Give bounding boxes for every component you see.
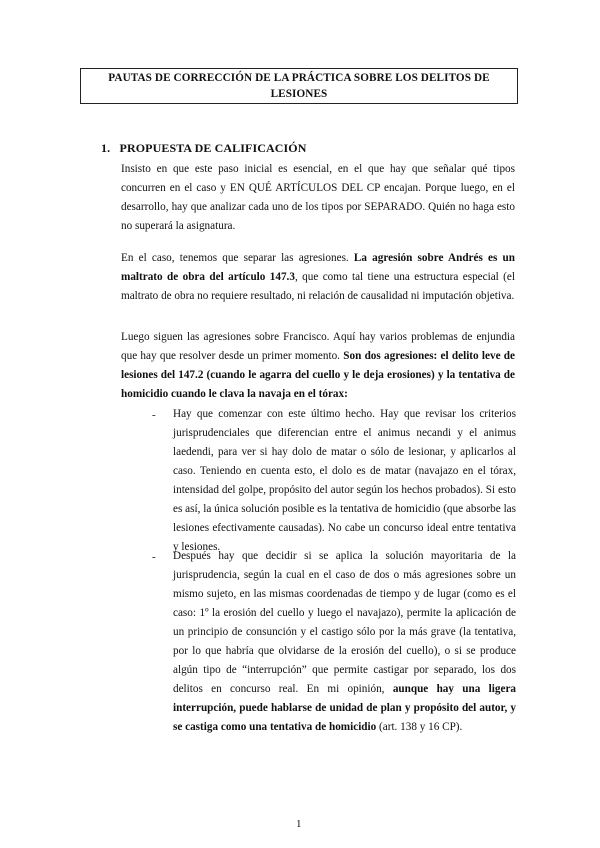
paragraph-andres-text-c: , que como tal tiene una estructura especial (el maltrato de obra no requiere resultado, ni relación de causalidad ni imputación objetiva.: [121, 271, 515, 302]
bullet-item-2-text-a: Después hay que decidir si se aplica la solución mayoritaria de la jurisprudencia, según la cual en el caso de dos o más agresiones sobre un mismo sujeto, en las mismas coordenadas de tiempo y de lugar (como es el caso: 1º la erosión del cuello y luego el navajazo), permite la aplicación de un principio de consunción y el castigo sólo por la más grave (la tentativa, por lo que habría que olvidarse de la erosión del cuello), o si se produce algún tipo de “interrupción” que permite castigar por separado, los dos delitos en concurso real. En mi opinión,: [173, 550, 516, 695]
page-number: 1: [296, 818, 302, 830]
bullet-item-2-bold: aunque hay una ligera interrupción, puede hablarse de unidad de plan y propósito del autor, y se castiga como una tentativa de homicidio: [173, 683, 517, 733]
paragraph-francisco-bold: Son dos agresiones: el delito leve de lesiones del 147.2 (cuando le agarra del cuello y le deja erosiones) y la tentativa de homicidio cuando le clava la navaja en el tórax:: [121, 350, 515, 400]
bullet-item-1: Hay que comenzar con este último hecho. Hay que revisar los criterios jurisprudenciales que diferencian entre el animus necandi y el animus laedendi, para ver si hay dolo de matar o sólo de lesionar, y aplicarlos al caso. Teniendo en cuenta esto, el dolo es de matar (navajazo en el tórax, intensidad del golpe, propósito del autor según los hechos probados). Si esto es así, la única solución posible es la tentativa de homicidio (que absorbe las lesiones efectivamente causadas). No cabe un concurso ideal entre tentativa y lesiones.: [173, 408, 516, 553]
bullet-item-2: [173, 547, 516, 737]
title-line-1: PAUTAS DE CORRECCIÓN DE LA PRÁCTICA SOBRE LOS DELITOS DE: [108, 72, 490, 84]
bullet-marker-2: -: [152, 551, 156, 563]
paragraph-francisco-text-a: Luego siguen las agresiones sobre Francisco. Aquí hay varios problemas de enjundia que hay que resolver desde un primer momento.: [121, 331, 515, 362]
bullet-marker-1: -: [152, 409, 156, 421]
paragraph-intro: Insisto en que este paso inicial es esencial, en el que hay que señalar qué tipos concurren en el caso y EN QUÉ ARTÍCULOS DEL CP encajan. Porque luego, en el desarrollo, hay que analizar cada uno de los tipos por SEPARADO. Quién no haga esto no superará la asignatura.: [121, 163, 515, 232]
paragraph-andres-bold: La agresión sobre Andrés es un maltrato de obra del artículo 147.3: [121, 252, 515, 283]
document-title-box: [80, 68, 518, 104]
paragraph-andres-text-a: En el caso, tenemos que separar las agresiones.: [121, 252, 354, 264]
section-number: 1.: [101, 141, 111, 155]
bullet-item-2-text-c: (art. 138 y 16 CP).: [376, 721, 463, 733]
section-heading: [101, 139, 306, 158]
section-title: PROPUESTA DE CALIFICACIÓN: [119, 141, 307, 155]
title-line-2: LESIONES: [270, 88, 328, 100]
paragraph-andres: [121, 249, 515, 306]
paragraph-francisco: [121, 328, 515, 404]
